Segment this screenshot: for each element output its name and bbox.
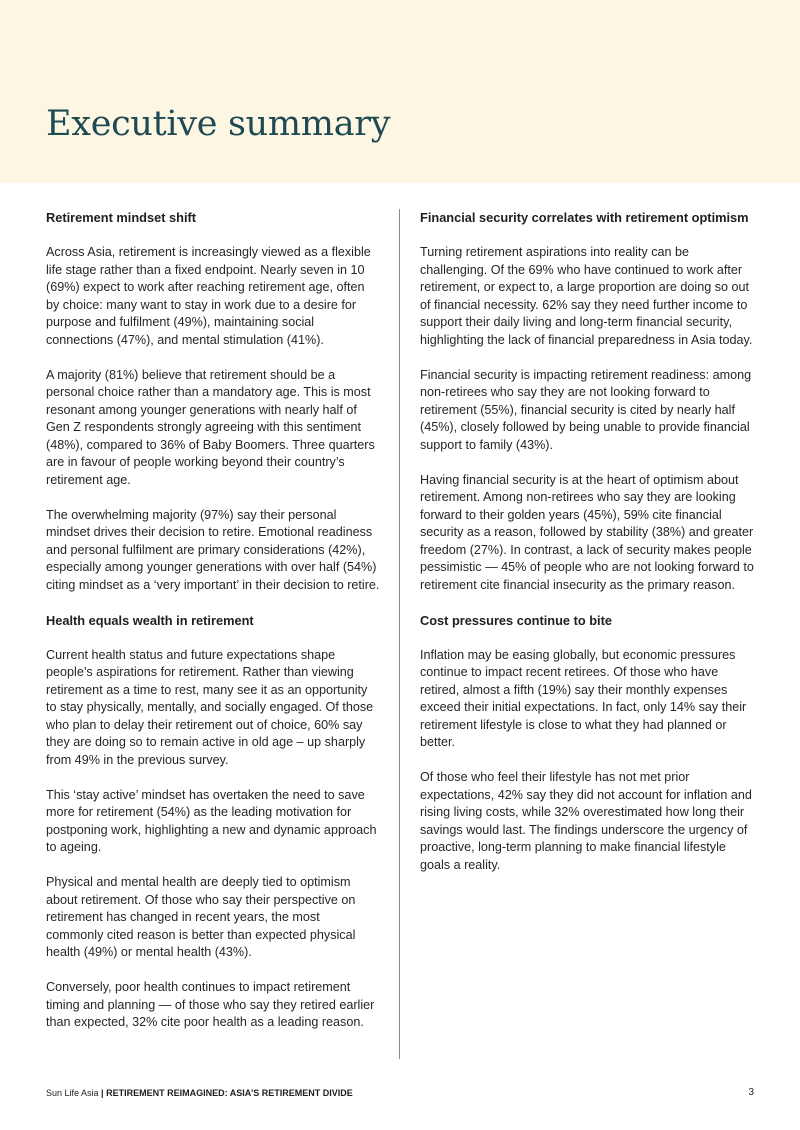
section-heading: Financial security correlates with retirement optimism xyxy=(420,210,749,225)
paragraph: The overwhelming majority (97%) say their personal mindset drives their decision to retire. Emotional readiness and personal fulfilment are primary considerations (42%), especially among younger generations with over half (54%) citing mindset as a ‘very important’ in their decision to retire. xyxy=(46,507,380,592)
footer xyxy=(46,1088,353,1098)
column-divider xyxy=(399,209,400,1059)
section-heading: Cost pressures continue to bite xyxy=(420,612,612,628)
paragraph: Current health status and future expectations shape people’s aspirations for retirement. Rather than viewing retirement as a time to rest, many see it as an opportunity to stay physically, mentally, and socially engaged. Of those who plan to delay their retirement out of choice, 60% say they are doing so to remain active in old age – up sharply from 49% in the previous survey. xyxy=(46,647,374,767)
footer-separator: | xyxy=(98,1088,107,1098)
header-band xyxy=(0,0,800,183)
section-heading: Health equals wealth in retirement xyxy=(46,612,254,628)
paragraph: Turning retirement aspirations into reality can be challenging. Of the 69% who have continued to work after retirement, or expect to, a large proportion are doing so out of financial necessity. 62% say they need further income to support their daily living and long-term financial security, highlighting the lack of financial preparedness in Asia today. xyxy=(420,245,753,347)
footer-report-title: RETIREMENT REIMAGINED: ASIA’S RETIREMENT DIVIDE xyxy=(106,1088,353,1098)
left-column xyxy=(46,209,380,1032)
section-heading: Retirement mindset shift xyxy=(46,210,197,225)
paragraph: Of those who feel their lifestyle has not met prior expectations, 42% say they did not account for inflation and rising living costs, while 32% overestimated how long their savings would last. The findings underscore the urgency of proactive, long-term planning to make financial lifestyle goals a reality. xyxy=(420,770,752,872)
paragraph: Physical and mental health are deeply tied to optimism about retirement. Of those who say their perspective on retirement has changed in recent years, the most commonly cited reason is better than expected physical health (49%) or mental health (43%). xyxy=(46,875,356,959)
paragraph: Financial security is impacting retirement readiness: among non-retirees who say they are not looking forward to retirement (55%), financial security is cited by nearly half (45%), closely followed by being unable to provide financial support to family (43%). xyxy=(420,367,752,452)
footer-brand: Sun Life Asia xyxy=(46,1088,99,1098)
page-number: 3 xyxy=(748,1087,754,1098)
paragraph: This ‘stay active’ mindset has overtaken the need to save more for retirement (54%) as the leading motivation for postponing work, highlighting a new and dynamic approach to ageing. xyxy=(46,787,377,854)
right-column xyxy=(420,209,756,874)
paragraph: Across Asia, retirement is increasingly viewed as a flexible life stage rather than a fixed endpoint. Nearly seven in 10 (69%) expect to work after reaching retirement age, often by choice: many want to stay in work due to a desire for purpose and fulfilment (49%), maintaining social connections (47%), and mental stimulation (41%). xyxy=(46,245,371,347)
page-title: Executive summary xyxy=(46,104,391,144)
paragraph: Conversely, poor health continues to impact retirement timing and planning — of those who say they retired earlier than expected, 32% cite poor health as a leading reason. xyxy=(46,980,375,1029)
paragraph: A majority (81%) believe that retirement should be a personal choice rather than a mandatory age. This is most resonant among younger generations with nearly half of Gen Z respondents strongly agreeing with this sentiment (48%), compared to 36% of Baby Boomers. Three quarters are in favour of people working beyond their country’s retirement age. xyxy=(46,367,375,487)
paragraph: Inflation may be easing globally, but economic pressures continue to impact recent retirees. Of those who have retired, almost a fifth (19%) say their monthly expenses exceed their initial expectations. In fact, only 14% say their retirement lifestyle is close to what they had planned or better. xyxy=(420,647,747,749)
paragraph: Having financial security is at the heart of optimism about retirement. Among non-retirees who say they are looking forward to their golden years (45%), 59% cite financial security as a reason, followed by stability (38%) and greater freedom (27%). In contrast, a lack of security makes people pessimistic — 45% of people who are not looking forward to retirement cite financial insecurity as the primary reason. xyxy=(420,472,754,592)
